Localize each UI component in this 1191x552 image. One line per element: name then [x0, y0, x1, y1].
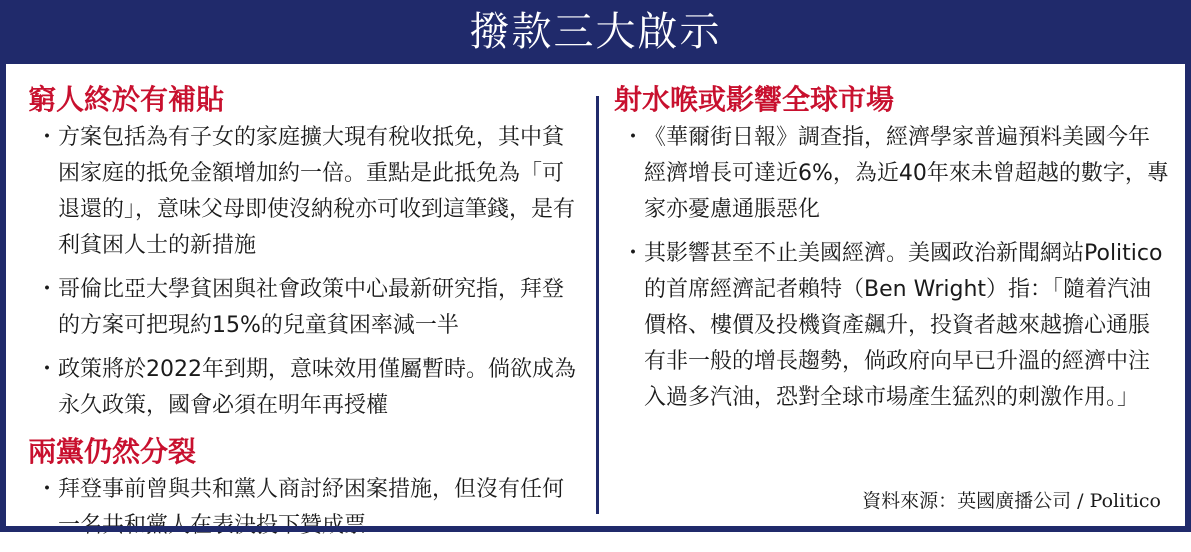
bullet-list-partisan-split	[28, 472, 576, 544]
bullet-icon: ・	[622, 241, 645, 266]
bullet-list-global-markets	[614, 120, 1170, 416]
bullet-icon: ・	[622, 125, 645, 150]
list-item	[28, 352, 576, 424]
bullet-icon: ・	[36, 125, 59, 150]
list-item	[614, 236, 1170, 416]
list-item-text: 《華爾街日報》調查指，經濟學家普遍預料美國今年經濟增長可達近6%，為近40年來未曾超越的數字，專家亦憂慮通脹惡化	[644, 125, 1169, 222]
right-column	[614, 72, 1170, 424]
list-item-text: 政策將於2022年到期，意味效用僅屬暫時。倘欲成為永久政策，國會必須在明年再授權	[58, 357, 576, 418]
list-item-text: 拜登事前曾與共和黨人商討紓困案措施，但沒有任何	[58, 477, 565, 502]
list-item	[28, 120, 576, 264]
left-column	[28, 72, 576, 552]
section-title-poor-subsidy: 窮人終於有補貼	[28, 83, 225, 116]
list-item-text: 其影響甚至不止美國經濟。美國政治新聞網站Politico的首席經濟記者賴特（Ben Wright）指：「隨着汽油價格、樓價及投機資產飆升，投資者越來越擔心通脹有非一般的增長趨勢，倘政府向早已升溫的經濟中注入過多汽油，恐對全球市場產生猛烈的刺激作用。」	[644, 241, 1163, 410]
list-item	[28, 272, 576, 344]
bullet-icon: ・	[36, 277, 59, 302]
right-border	[1185, 0, 1191, 532]
footer-bar	[0, 526, 1191, 532]
section-title-global-markets: 射水喉或影響全球市場	[614, 83, 895, 116]
source-credit: 資料來源：英國廣播公司 / Politico	[862, 490, 1161, 512]
bullet-list-poor-subsidy	[28, 120, 576, 424]
list-item-text: 方案包括為有子女的家庭擴大現有稅收抵免，其中貧困家庭的抵免金額增加約一倍。重點是此抵免為「可退還的」，意味父母即使沒納稅亦可收到這筆錢，是有利貧困人士的新措施	[58, 125, 576, 258]
section-title-partisan-split: 兩黨仍然分裂	[28, 435, 197, 468]
column-divider	[596, 96, 599, 514]
list-item	[28, 472, 576, 544]
list-item	[614, 120, 1170, 228]
bullet-icon: ・	[36, 357, 59, 382]
header-banner	[0, 0, 1191, 64]
list-item-text: 哥倫比亞大學貧困與社會政策中心最新研究指，拜登的方案可把現約15%的兒童貧困率減一半	[58, 277, 565, 338]
bullet-icon: ・	[36, 477, 59, 502]
left-border	[0, 0, 6, 532]
page-title: 撥款三大啟示	[469, 9, 722, 55]
